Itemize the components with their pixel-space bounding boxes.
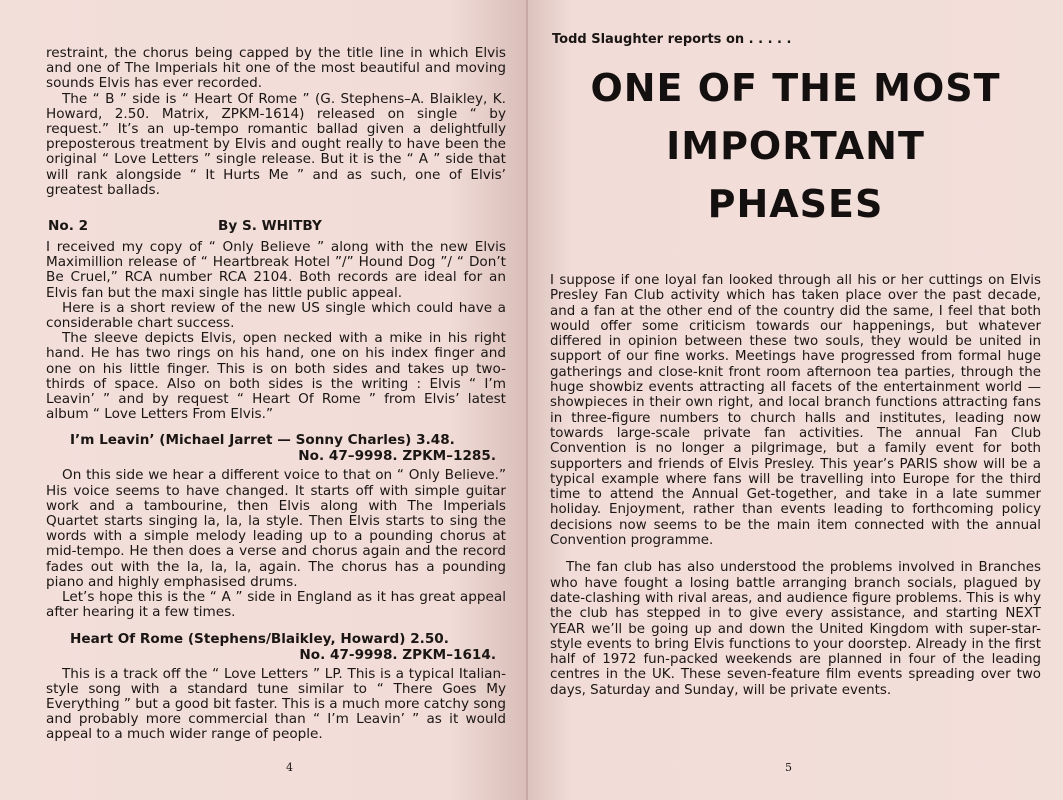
headline-line: IMPORTANT bbox=[666, 124, 925, 168]
review-author: By S. WHITBY bbox=[218, 218, 322, 235]
review-paragraph-1: I received my copy of “ Only Believe ” along with the new Elvis Maximillion release of “ Heartbreak Hotel ”/” Hound Dog ”/ “ Don’t Be Cruel,” RCA number RCA 2104. Both records are ideal for an Elvis fan but the maxi single has little public appeal. bbox=[46, 239, 506, 301]
song-heading-im-leavin bbox=[70, 432, 496, 464]
review-paragraph-4: On this side we hear a different voice to that on “ Only Believe.” His voice seems to have changed. It starts off with simple guitar work and a tambourine, then Elvis along with The Imperials Quartet starts singing la, la, la style. Then Elvis starts to sing the words with a simple melody leading up to a pounding chorus at mid-tempo. He then does a verse and chorus again and the record fades out with the la, la, la, again. The chorus has a pounding piano and highly emphasised drums. bbox=[46, 467, 506, 590]
b-side-paragraph: The “ B ” side is “ Heart Of Rome ” (G. Stephens–A. Blaikley, K. Howard, 2.50. Matrix, ZPKM-1614) released on single “ by request.” It’s an up-tempo romantic ballad given a delightfully preposterous treatment by Elvis and ought really to have been the original “ Love Letters ” single release. But it is the “ A ” side that will rank alongside “ It Hurts Me ” and as such, one of Elvis’ greatest ballads. bbox=[46, 90, 506, 198]
song-catalogue-line: No. 47-9998. ZPKM–1614. bbox=[299, 646, 496, 663]
review-paragraph-2: Here is a short review of the new US single which could have a considerable chart success. bbox=[46, 299, 506, 332]
right-page bbox=[528, 0, 1063, 800]
review-paragraph-3: The sleeve depicts Elvis, open necked with a mike in his right hand. He has two rings on his hand, one on his index finger and one on his little finger. This is on both sides and takes up two-thirds of space. Also on both sides is the writing : Elvis “ I’m Leavin’ ” and by request “ Heart Of Rome ” from Elvis’ latest album “ Love Letters From Elvis.” bbox=[46, 330, 506, 423]
review-byline bbox=[48, 218, 506, 234]
page-number: 5 bbox=[785, 761, 792, 774]
song-catalogue-line: No. 47–9998. ZPKM–1285. bbox=[298, 448, 496, 465]
page-number: 4 bbox=[286, 761, 293, 774]
left-page bbox=[0, 0, 528, 800]
article-paragraph-2: The fan club has also understood the problems involved in Branches who have fought a losing battle arranging branch socials, plagued by date-clashing with rival areas, and audience figure problems. This is why the club has stepped in to give every assistance, and starting NEXT YEAR we’ll be going up and down the United Kingdom with super-star-style events to bring Elvis functions to your doorstep. Already in the first half of 1972 fun-packed weekends are planned in four of the leading centres in the UK. These seven-feature film events spreading over two days, Saturday and Sunday, will be private events. bbox=[550, 560, 1041, 698]
article-body bbox=[550, 273, 1041, 698]
song-heading-heart-of-rome bbox=[70, 631, 496, 663]
intro-paragraph: restraint, the chorus being capped by the title line in which Elvis and one of The Imperials hit one of the most beautiful and moving sounds Elvis has ever recorded. bbox=[46, 45, 506, 92]
song-title-line: Heart Of Rome (Stephens/Blaikley, Howard) 2.50. bbox=[70, 630, 449, 647]
review-paragraph-5: Let’s hope this is the “ A ” side in England as it has great appeal after hearing it a few times. bbox=[46, 589, 506, 621]
song-title-line: I’m Leavin’ (Michael Jarret — Sonny Charles) 3.48. bbox=[70, 432, 455, 449]
review-paragraph-6: This is a track off the “ Love Letters ” LP. This is a typical Italian-style song with a standard tune similar to “ There Goes My Everything ” but a good bit faster. This is a much more catchy song and probably more commercial than “ I’m Leavin’ ” as it would appeal to a much wider range of people. bbox=[46, 665, 506, 743]
review-number: No. 2 bbox=[48, 218, 89, 235]
headline-line: ONE OF THE MOST bbox=[590, 66, 1001, 110]
headline-line: PHASES bbox=[707, 182, 884, 226]
article-headline bbox=[550, 59, 1041, 233]
article-paragraph-1: I suppose if one loyal fan looked through all his or her cuttings on Elvis Presley Fan Club activity which has taken place over the past decade, and a fan at the other end of the country did the same, I feel that both would offer some criticism towards our happenings, but whatever differed in opinion between these two souls, they would be united in support of our fine works. Meetings have progressed from formal huge gatherings and close-knit front room afternoon tea parties, through the huge showbiz events attracting all facets of the entertainment world — showpieces in their own right, and local branch functions attracting fans in three-figure numbers to church halls and institutes, leading now towards large-scale private fan activities. The annual Fan Club Convention is no longer a pilgrimage, but a family event for both supporters and friends of Elvis Presley. This year’s PARIS show will be a typical example where fans will be travelling into Europe for the third time to attend the Annual Get-together, and take in a late summer holiday. Enjoyment, rather than events leading to forthcoming policy decisions now seems to be the main item connected with the annual Convention programme. bbox=[550, 273, 1041, 549]
article-kicker: Todd Slaughter reports on . . . . . bbox=[552, 32, 792, 47]
